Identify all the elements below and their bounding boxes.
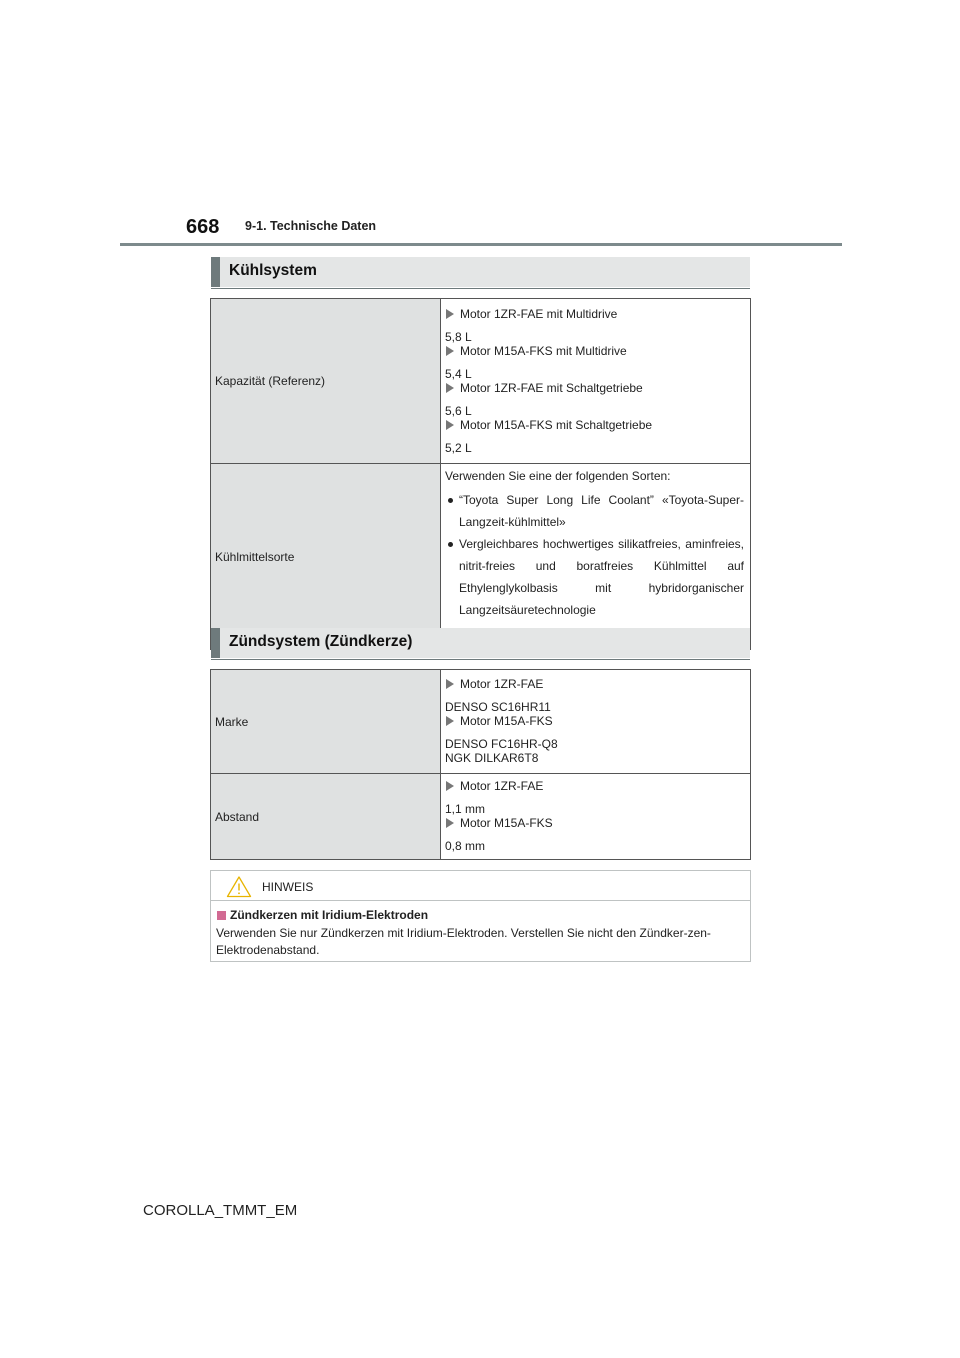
section-reference: 9-1. Technische Daten xyxy=(245,219,377,233)
entry-engine xyxy=(445,779,744,794)
entry-engine xyxy=(445,816,744,831)
entry-value: DENSO SC16HR11 xyxy=(445,699,551,714)
warning-triangle-icon xyxy=(226,875,252,898)
table-row xyxy=(211,299,751,464)
cooling-table xyxy=(210,298,751,650)
table-row xyxy=(211,670,751,774)
ignition-heading xyxy=(211,628,750,658)
table-row xyxy=(211,464,751,650)
note-title: HINWEIS xyxy=(262,880,314,894)
gap-values xyxy=(441,774,751,860)
entry-value: 5,6 L xyxy=(445,403,472,418)
header-rule xyxy=(120,243,842,246)
entry-value: 5,2 L xyxy=(445,440,472,455)
entry-value: NGK DILKAR6T8 xyxy=(445,750,539,765)
coolant-list xyxy=(445,489,744,621)
brand-values xyxy=(441,670,751,774)
entry-value: DENSO FC16HR-Q8 xyxy=(445,736,558,751)
capacity-values xyxy=(441,299,751,464)
cooling-heading xyxy=(211,257,750,287)
entry-engine xyxy=(445,677,744,692)
capacity-label: Kapazität (Referenz) xyxy=(211,299,441,464)
cooling-heading-text: Kühlsystem xyxy=(229,262,317,279)
entry-engine xyxy=(445,307,744,322)
entry-engine xyxy=(445,418,744,433)
note-subheading xyxy=(216,907,745,923)
entry-value: 5,8 L xyxy=(445,329,472,344)
list-item: “Toyota Super Long Life Coolant” «Toyota-Super-Langzeit-kühlmittel» xyxy=(445,489,744,533)
triangle-bullet-icon xyxy=(446,716,454,726)
triangle-bullet-icon xyxy=(446,818,454,828)
gap-label: Abstand xyxy=(211,774,441,860)
triangle-bullet-icon xyxy=(446,346,454,356)
entry-value: 1,1 mm xyxy=(445,801,486,816)
triangle-bullet-icon xyxy=(446,309,454,319)
entry-engine xyxy=(445,714,744,729)
brand-label: Marke xyxy=(211,670,441,774)
entry-engine-text: Motor M15A-FKS xyxy=(460,713,553,728)
triangle-bullet-icon xyxy=(446,781,454,791)
entry-value: 5,4 L xyxy=(445,366,472,381)
triangle-bullet-icon xyxy=(446,383,454,393)
coolant-values xyxy=(441,464,751,650)
triangle-bullet-icon xyxy=(446,679,454,689)
entry-engine-text: Motor 1ZR-FAE xyxy=(460,778,544,793)
entry-value: 0,8 mm xyxy=(445,838,486,853)
entry-engine-text: Motor 1ZR-FAE xyxy=(460,676,544,691)
coolant-intro: Verwenden Sie eine der folgenden Sorten: xyxy=(445,469,671,483)
square-bullet-icon xyxy=(217,911,226,920)
entry-engine-text: Motor 1ZR-FAE mit Multidrive xyxy=(460,306,618,321)
triangle-bullet-icon xyxy=(446,420,454,430)
entry-engine-text: Motor M15A-FKS mit Multidrive xyxy=(460,343,627,358)
entry-engine-text: Motor M15A-FKS mit Schaltgetriebe xyxy=(460,417,653,432)
note-header xyxy=(211,871,750,901)
note-box xyxy=(210,870,751,962)
entry-engine-text: Motor 1ZR-FAE mit Schaltgetriebe xyxy=(460,380,643,395)
note-subheading-text: Zündkerzen mit Iridium-Elektroden xyxy=(230,908,429,922)
list-item: Vergleichbares hochwertiges silikatfreies, aminfreies, nitrit-freies und boratfreies Kühlmittel auf Ethylenglykolbasis mit hybridorganischer Langzeitsäuretechnologie xyxy=(445,533,744,621)
footer-code: COROLLA_TMMT_EM xyxy=(143,1202,298,1219)
note-body xyxy=(211,901,750,959)
table-row xyxy=(211,774,751,860)
page-number: 668 xyxy=(186,216,220,238)
coolant-label: Kühlmittelsorte xyxy=(211,464,441,650)
ignition-table xyxy=(210,669,751,860)
entry-engine-text: Motor M15A-FKS xyxy=(460,815,553,830)
entry-engine xyxy=(445,344,744,359)
entry-engine xyxy=(445,381,744,396)
ignition-heading-text: Zündsystem (Zündkerze) xyxy=(229,633,413,650)
note-text: Verwenden Sie nur Zündkerzen mit Iridium-Elektroden. Verstellen Sie nicht den Zündker-zen-Elektrodenabstand. xyxy=(216,926,711,957)
